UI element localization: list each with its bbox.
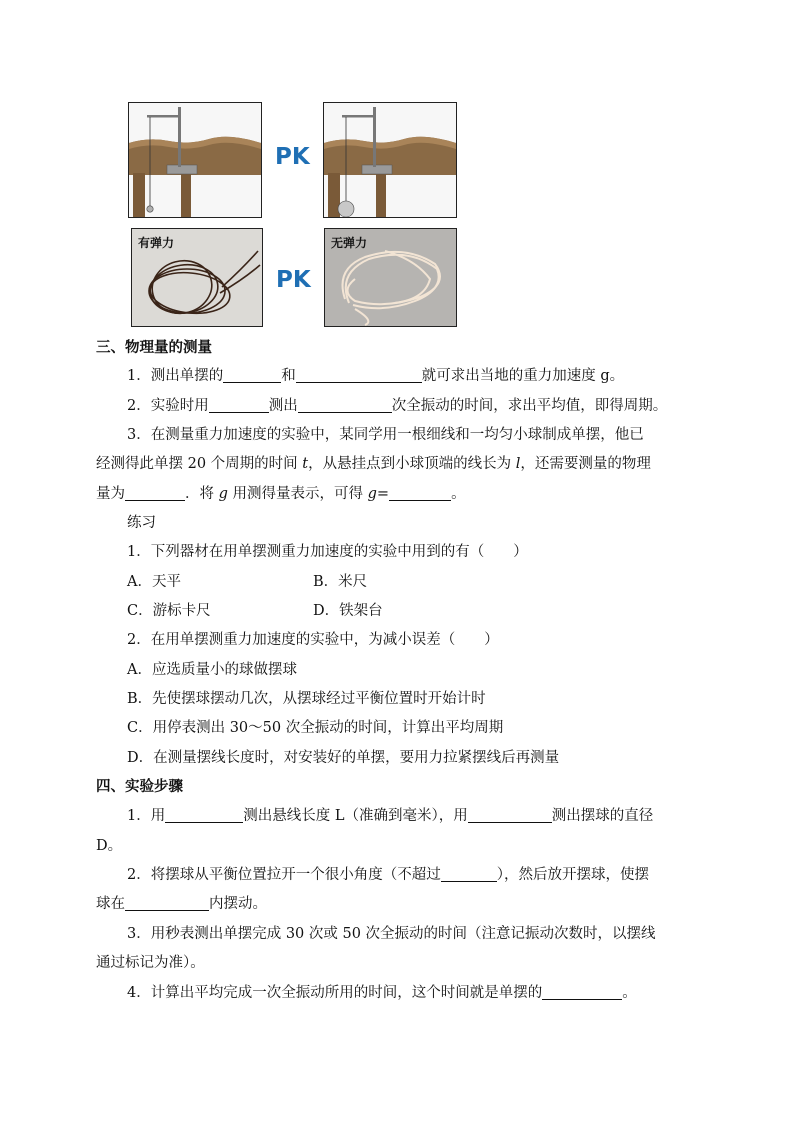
pendulum-small-ball-image: [128, 102, 262, 218]
section3-q1: 1．测出单摆的 和 就可求出当地的重力加速度 g。: [127, 368, 625, 384]
step2-line1: 2．将摆球从平衡位置拉开一个很小角度（不超过 ），然后放开摆球，使摆: [127, 867, 649, 883]
step3-line1: 3．用秒表测出单摆完成 30 次或 50 次全振动的时间（注意记振动次数时，以摆线: [127, 926, 656, 942]
practice-q2-stem: 2．在用单摆测重力加速度的实验中，为减小误差（ ）: [127, 632, 499, 648]
practice-q1-options-row2: [127, 601, 767, 621]
option-d: D．铁架台: [313, 603, 383, 619]
option-a: A．天平: [127, 574, 181, 590]
option-a: A．应选质量小的球做摆球: [127, 662, 297, 678]
answer-blank[interactable]: [209, 397, 269, 413]
practice-title: 练习: [127, 515, 156, 531]
section4-heading: 四、实验步骤: [96, 779, 183, 795]
practice-q1-stem: 1．下列器材在用单摆测重力加速度的实验中用到的有（ ）: [127, 544, 528, 560]
option-b: B．米尺: [313, 574, 368, 590]
pendulum-large-ball-image: [323, 102, 457, 218]
step1-line1: 1．用 测出悬线长度 L（准确到毫米），用 测出摆球的直径: [127, 808, 654, 824]
pk-label-top: PK: [275, 144, 310, 170]
step1-line2: D。: [96, 838, 123, 854]
step2-line2: 球在 内摆动。: [96, 896, 267, 912]
section3-q3-line1: 3．在测量重力加速度的实验中，某同学用一根细线和一均匀小球制成单摆，他已: [127, 427, 644, 443]
answer-blank[interactable]: [389, 485, 451, 501]
section3-q3-line2: 经测得此单摆 20 个周期的时间 t，从悬挂点到小球顶端的线长为 l，还需要测量的物理: [96, 456, 651, 472]
answer-blank[interactable]: [165, 807, 243, 823]
option-c: C．游标卡尺: [127, 603, 211, 619]
section3-q2: 2．实验时用 测出 次全振动的时间，求出平均值，即得周期。: [127, 398, 668, 414]
answer-blank[interactable]: [125, 895, 209, 911]
step4-line1: 4．计算出平均完成一次全振动所用的时间，这个时间就是单摆的 。: [127, 985, 637, 1001]
option-b: B．先使摆球摆动几次，从摆球经过平衡位置时开始计时: [127, 691, 486, 707]
answer-blank[interactable]: [441, 866, 497, 882]
inelastic-cord-image: [324, 228, 457, 327]
option-c: C．用停表测出 30～50 次全振动的时间，计算出平均周期: [127, 720, 504, 736]
elastic-label: 有弹力: [138, 236, 175, 250]
section3-q3-line3: 量为 ．将 g 用测得量表示，可得 g= 。: [96, 486, 466, 502]
answer-blank[interactable]: [296, 367, 422, 383]
step3-line2: 通过标记为准）。: [96, 955, 205, 971]
answer-blank[interactable]: [125, 485, 185, 501]
inelastic-label: 无弹力: [331, 236, 368, 250]
pk-label-bottom: PK: [276, 267, 311, 293]
elastic-cord-image: [131, 228, 263, 327]
option-d: D．在测量摆线长度时，对安装好的单摆，要用力拉紧摆线后再测量: [127, 750, 560, 766]
section3-heading: 三、物理量的测量: [96, 340, 212, 356]
answer-blank[interactable]: [542, 984, 622, 1000]
practice-q1-options-row1: [127, 572, 767, 592]
answer-blank[interactable]: [223, 367, 281, 383]
answer-blank[interactable]: [298, 397, 392, 413]
answer-blank[interactable]: [468, 807, 552, 823]
